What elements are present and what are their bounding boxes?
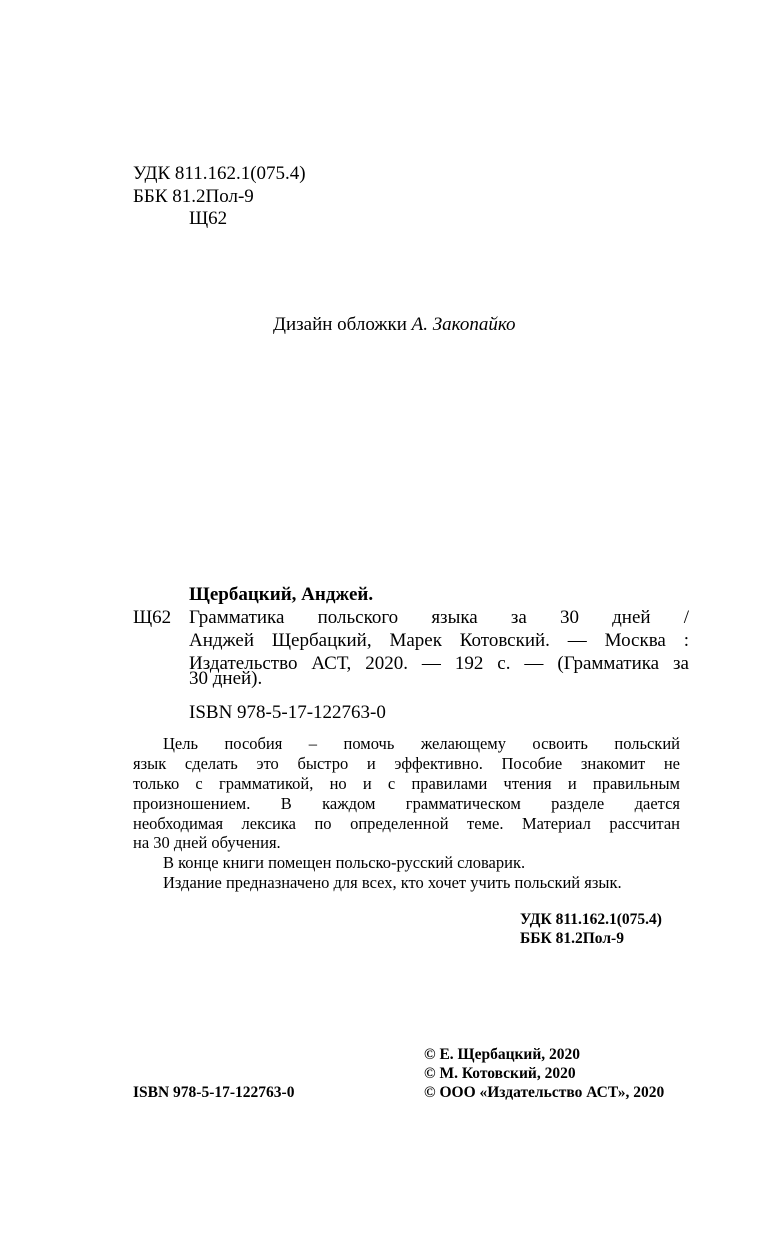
copyright-1: © Е. Щербацкий, 2020	[424, 1046, 581, 1063]
bib-line-1: Грамматика польского языка за 30 дней /	[189, 607, 689, 628]
bbk-code-bold: ББК 81.2Пол-9	[520, 930, 624, 947]
copyright-3: © ООО «Издательство АСТ», 2020	[424, 1084, 665, 1101]
bbk-code: ББК 81.2Пол-9	[133, 186, 254, 207]
udk-code-bold: УДК 811.162.1(075.4)	[520, 911, 662, 928]
isbn-bold: ISBN 978-5-17-122763-0	[133, 1084, 295, 1101]
cover-designer-name: А. Закопайко	[411, 314, 516, 335]
bib-line-4: 30 дней).	[189, 668, 263, 689]
annotation-line-5: необходимая лексика по определенной теме. Материал рассчитан	[133, 814, 680, 833]
annotation-line-6: на 30 дней обучения.	[133, 833, 281, 852]
annotation-p3: Издание предназначено для всех, кто хочет учить польский язык.	[163, 873, 622, 892]
cover-design-label: Дизайн обложки	[273, 314, 407, 335]
annotation-p2: В конце книги помещен польско-русский словарик.	[163, 853, 526, 872]
author-mark: Щ62	[189, 208, 228, 229]
cover-design-credit	[273, 314, 515, 335]
isbn: ISBN 978-5-17-122763-0	[189, 702, 386, 723]
udk-code: УДК 811.162.1(075.4)	[133, 163, 306, 184]
annotation-line-1: Цель пособия – помочь желающему освоить польский	[163, 734, 680, 753]
copyright-2: © М. Котовский, 2020	[424, 1065, 576, 1082]
annotation-line-2: язык сделать это быстро и эффективно. Пособие знакомит не	[133, 754, 680, 773]
bib-line-3: Издательство АСТ, 2020. — 192 с. — (Грамматика за	[189, 653, 689, 674]
annotation-line-4: произношением. В каждом грамматическом разделе дается	[133, 794, 680, 813]
author-heading: Щербацкий, Анджей.	[189, 584, 374, 605]
shelf-mark: Щ62	[133, 607, 172, 628]
bib-line-2: Анджей Щербацкий, Марек Котовский. — Москва :	[189, 630, 689, 651]
annotation-line-3: только с грамматикой, но и с правилами чтения и правильным	[133, 774, 680, 793]
